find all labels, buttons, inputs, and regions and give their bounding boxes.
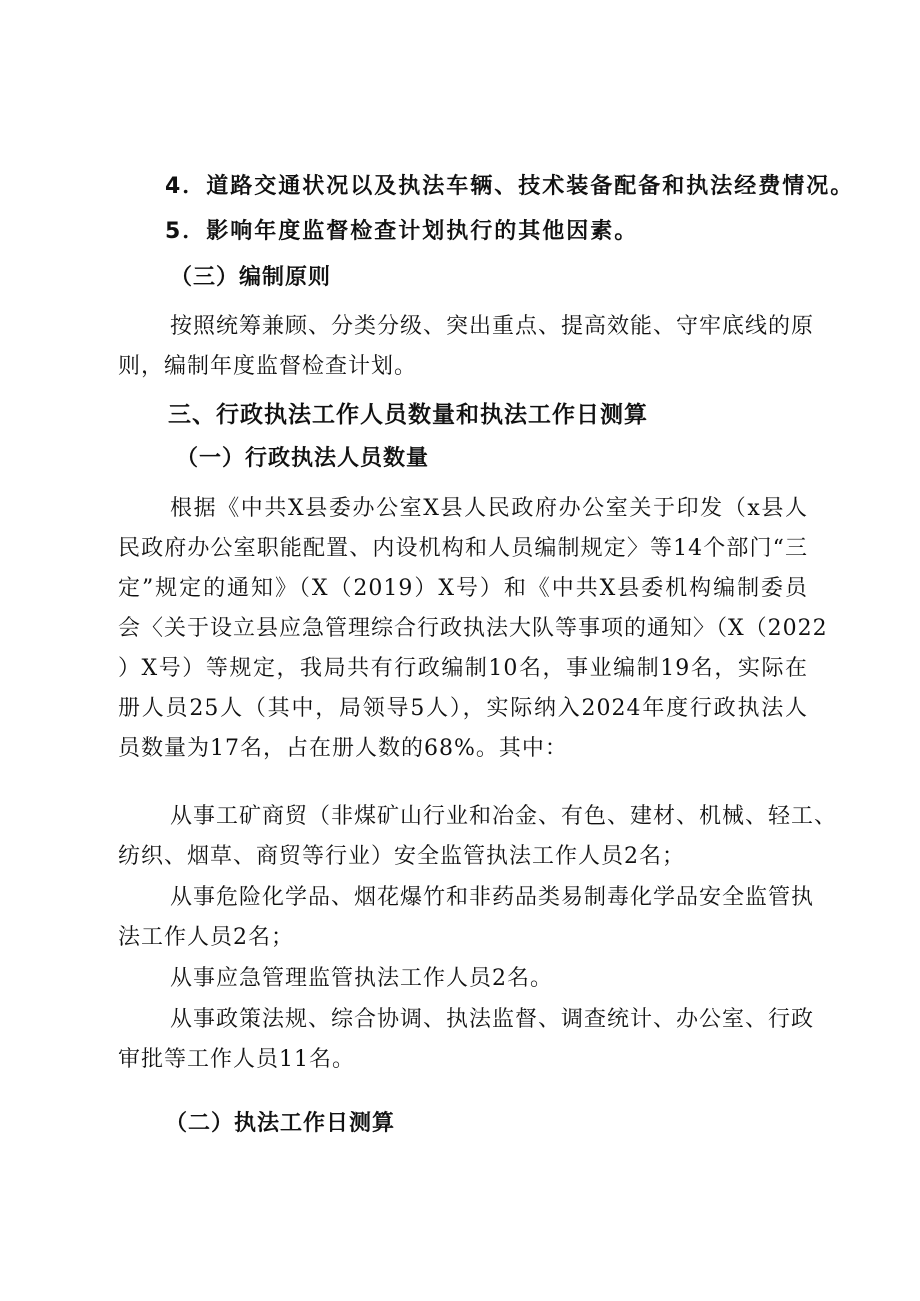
paragraph-line: 册人员25人（其中，局领导5人），实际纳入2024年度行政执法人 [118,696,808,721]
staff-paragraph-3 [118,959,808,999]
paragraph-line: 法工作人员2名； [118,925,294,950]
paragraph-line: 审批等工作人员11名。 [118,1047,355,1072]
paragraph-line: 按照统筹兼顾、分类分级、突出重点、提高效能、守牢底线的原 [170,314,815,339]
paragraph-line: 员数量为17名，占在册人数的68%。其中： [118,736,568,761]
paragraph-line: 根据《中共X县委办公室X县人民政府办公室关于印发（x县人 [170,496,808,521]
list-item-5: 5．影响年度监督检查计划执行的其他因素。 [165,219,639,244]
paragraph-line: 从事政策法规、综合协调、执法监督、调查统计、办公室、行政 [170,1007,815,1032]
staff-paragraph-2 [118,878,815,958]
staff-paragraph-1 [118,797,838,877]
list-item-4: 4．道路交通状况以及执法车辆、技术装备配备和执法经费情况。 [165,174,855,199]
paragraph-line: 定”规定的通知》（X（2019）X号）和《中共X县委机构编制委员 [118,576,808,601]
paragraph-line: 从事工矿商贸（非煤矿山行业和冶金、有色、建材、机械、轻工、 [170,804,838,829]
section-heading-3: 三、行政执法工作人员数量和执法工作日测算 [168,402,648,428]
paragraph-line: 则，编制年度监督检查计划。 [118,354,418,379]
paragraph-line: 民政府办公室职能配置、内设机构和人员编制规定〉等14个部门“三 [118,536,808,561]
staff-paragraph-4 [118,1000,815,1080]
subheading-workday-estimate: （二）执法工作日测算 [165,1111,396,1136]
paragraph-line: 从事危险化学品、烟花爆竹和非药品类易制毒化学品安全监管执 [170,885,815,910]
paragraph-line: ）X号）等规定，我局共有行政编制10名，事业编制19名，实际在 [118,656,808,681]
paragraph-line: 从事应急管理监管执法工作人员2名。 [170,966,553,991]
paragraph-line: 纺织、烟草、商贸等行业）安全监管执法工作人员2名； [118,844,685,869]
heading-compile-principles: （三）编制原则 [170,265,332,290]
basis-paragraph [118,489,828,769]
paragraph-line: 会〈关于设立县应急管理综合行政执法大队等事项的通知〉（X（2022 [118,616,828,641]
subheading-staff-count: （一）行政执法人员数量 [176,446,430,471]
principle-paragraph [118,307,815,387]
